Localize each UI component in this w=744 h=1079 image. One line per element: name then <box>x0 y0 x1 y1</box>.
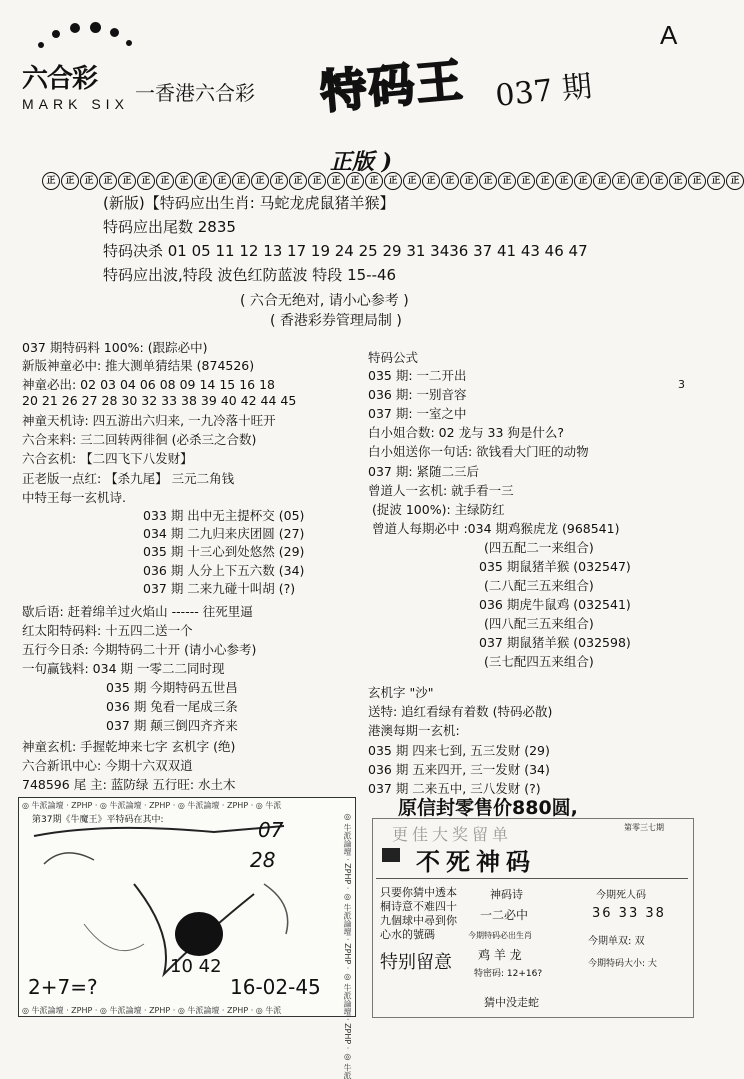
badge-icon: 正 <box>384 172 402 190</box>
badge-icon: 正 <box>726 172 744 190</box>
badge-icon: 正 <box>631 172 649 190</box>
badge-icon: 正 <box>707 172 725 190</box>
left-line: 红太阳特码料: 十五四二送一个 <box>22 623 193 638</box>
badge-icon: 正 <box>536 172 554 190</box>
badge-icon: 正 <box>555 172 573 190</box>
summary-line-3: 特码决杀 01 05 11 12 13 17 19 24 25 29 31 3436 37 41 43 46 47 <box>103 242 588 260</box>
promo-body: 九個球中尋到你 <box>380 914 457 927</box>
badge-icon: 正 <box>270 172 288 190</box>
right-line: 白小姐合数: 02 龙与 33 狗是什么? <box>368 425 565 440</box>
poem-row: 035 期 十三心到处悠然 (29) <box>143 544 305 559</box>
badge-icon: 正 <box>688 172 706 190</box>
left-line: 五行今日杀: 今期特码二十开 (请小心参考) <box>22 642 257 657</box>
issuer-note: ( 香港彩券管理局制 ) <box>270 313 402 329</box>
badge-icon: 正 <box>517 172 535 190</box>
watermark-strip-top: ◎ 牛派論壇 · ZPHP · ◎ 牛派論壇 · ZPHP · ◎ 牛派論壇 · ZPHP · ◎ 牛派 <box>22 801 282 810</box>
scan-number-1: 07 <box>258 818 284 842</box>
right-line: 035 期 四来七到, 五三发财 (29) <box>368 743 550 758</box>
poem-label: 神码诗 <box>490 888 523 901</box>
badge-icon: 正 <box>251 172 269 190</box>
badge-icon: 正 <box>42 172 60 190</box>
badge-icon: 正 <box>137 172 155 190</box>
corner-letter: A <box>660 20 678 50</box>
promo-tag: 第零三七期 <box>624 823 664 832</box>
left-line: 神童天机诗: 四五游出六归来, 一九冷落十旺开 <box>22 413 276 428</box>
promo-title: 不死神码 <box>416 848 536 876</box>
right-line: 037 期: 一室之中 <box>368 406 467 421</box>
right-line: 曾道人一玄机: 就手看一三 <box>368 483 514 498</box>
big-small: 今期特码大小: 大 <box>588 959 657 969</box>
promo-body: 心水的號碼 <box>380 928 435 941</box>
badge-icon: 正 <box>669 172 687 190</box>
right-line: 曾道人每期必中 :034 期鸡猴虎龙 (968541) <box>372 521 620 536</box>
poem-text: 一二必中 <box>480 908 529 922</box>
right-line: 港澳每期一玄机: <box>368 723 460 738</box>
badge-icon: 正 <box>175 172 193 190</box>
left-line: 一句赢钱料: 034 期 一零二二同时现 <box>22 661 225 676</box>
left-line: 035 期 今期特码五世昌 <box>106 680 238 695</box>
page-title: 特码王 <box>318 52 467 120</box>
badge-icon: 正 <box>574 172 592 190</box>
right-line: 035 期鼠猪羊猴 (032547) <box>479 559 631 574</box>
badge-icon: 正 <box>593 172 611 190</box>
badge-icon: 正 <box>327 172 345 190</box>
left-line: 036 期 兔看一尾成三条 <box>106 699 238 714</box>
badge-icon: 正 <box>441 172 459 190</box>
scan-caption: 第37期《牛魔王》平特码在其中: <box>32 815 164 825</box>
watermark-strip-bottom: ◎ 牛派論壇 · ZPHP · ◎ 牛派論壇 · ZPHP · ◎ 牛派論壇 · ZPHP · ◎ 牛派 <box>22 1006 282 1015</box>
badge-icon: 正 <box>118 172 136 190</box>
summary-line-1: (新版)【特码应出生肖: 马蛇龙虎鼠猪羊猴】 <box>103 194 395 212</box>
left-line: 六合新讯中心: 今期十六双双逍 <box>22 758 193 773</box>
right-line: (三七配四五来组合) <box>484 654 594 669</box>
right-line: 特码公式 <box>368 350 419 365</box>
logo-dots <box>30 20 140 60</box>
right-line: 送特: 追红看绿有着数 (特码必散) <box>368 704 553 719</box>
left-line: 六合来料: 三二回转两徘徊 (必杀三之合数) <box>22 432 257 447</box>
logo-chinese: 六合彩 <box>22 64 98 94</box>
disclaimer-note: ( 六合无绝对, 请小心参考 ) <box>240 293 409 309</box>
badge-icon: 正 <box>346 172 364 190</box>
poem-row: 037 期 二来九碰十叫胡 (?) <box>143 581 296 596</box>
poem-row: 034 期 二九归来庆团圆 (27) <box>143 526 305 541</box>
poem-row: 033 期 出中无主提杯交 (05) <box>143 508 305 523</box>
badge-icon: 正 <box>308 172 326 190</box>
left-line: 037 期特码料 100%: (跟踪必中) <box>22 340 208 355</box>
promo-body: 桐诗意不难四十 <box>380 900 457 913</box>
right-line: 玄机字 "沙" <box>368 685 434 700</box>
left-line: 748596 尾 主: 蓝防绿 五行旺: 水土木 <box>22 777 236 792</box>
badge-icon: 正 <box>650 172 668 190</box>
badge-icon: 正 <box>61 172 79 190</box>
logo-english: MARK SIX <box>22 96 129 112</box>
right-line: (捉波 100%): 主绿防红 <box>372 502 505 517</box>
right-line: (四五配二一来组合) <box>484 540 594 555</box>
header-subtitle: 一香港六合彩 <box>135 81 255 105</box>
right-line: 036 期 五来四开, 三一发财 (34) <box>368 762 550 777</box>
scan-number-4: 2+7=? <box>28 975 98 999</box>
right-line: 037 期: 紧随二三后 <box>368 464 480 479</box>
left-line: 歇后语: 赶着绵羊过火焰山 ------ 往死里逼 <box>22 604 253 619</box>
right-line: 037 期 二来五中, 三八发财 (?) <box>368 781 541 796</box>
badge-row <box>42 172 744 190</box>
badge-icon: 正 <box>422 172 440 190</box>
badge-icon: 正 <box>460 172 478 190</box>
badge-icon: 正 <box>365 172 383 190</box>
watermark-strip-right: ◎ 牛派論壇 · ZPHP · ◎ 牛派論壇 · ZPHP · ◎ 牛派論壇 · ZPHP · ◎ 牛派 <box>343 812 352 1079</box>
promo-body: 只要你猜中透本 <box>380 886 457 899</box>
price-line: 原信封零售价880圆, <box>398 797 578 819</box>
ink-blot <box>382 848 400 862</box>
badge-icon: 正 <box>498 172 516 190</box>
edition-label: 正版 ) <box>330 149 393 175</box>
badge-icon: 正 <box>232 172 250 190</box>
left-line: 20 21 26 27 28 30 32 33 38 39 40 42 44 45 <box>22 393 297 408</box>
left-line: 神童必出: 02 03 04 06 08 09 14 15 16 18 <box>22 377 276 392</box>
summary-line-2: 特码应出尾数 2835 <box>103 218 236 236</box>
scan-number-2: 28 <box>250 848 276 872</box>
badge-icon: 正 <box>612 172 630 190</box>
dead-number-label: 今期死人码 <box>596 890 646 901</box>
poem-row: 036 期 人分上下五六数 (34) <box>143 563 305 578</box>
right-line: 036 期虎牛鼠鸡 (032541) <box>479 597 631 612</box>
scan-number-3: 10 42 <box>170 956 222 977</box>
badge-icon: 正 <box>156 172 174 190</box>
left-line: 中特王每一玄机诗. <box>22 490 126 505</box>
left-line: 新版神童必中: 推大测单猜结果 (874526) <box>22 358 255 373</box>
promo-footer: 猜中没走蛇 <box>484 996 539 1009</box>
left-line: 神童玄机: 手握乾坤来七字 玄机字 (绝) <box>22 739 236 754</box>
right-line: (二八配三五来组合) <box>484 578 594 593</box>
left-line: 037 期 颠三倒四齐齐来 <box>106 718 238 733</box>
left-line: 六合玄机: 【二四飞下八发财】 <box>22 451 193 466</box>
right-line: 036 期: 一别音容 <box>368 387 467 402</box>
scan-number-5: 16-02-45 <box>230 975 321 999</box>
dead-numbers: 36 33 38 <box>592 906 666 921</box>
left-line: 正老版一点红: 【杀九尾】 三元二角钱 <box>22 471 235 486</box>
right-line: 白小姐送你一句话: 欲钱看大门旺的动物 <box>368 444 589 459</box>
badge-icon: 正 <box>194 172 212 190</box>
badge-icon: 正 <box>99 172 117 190</box>
badge-icon: 正 <box>213 172 231 190</box>
right-line: (四八配三五来组合) <box>484 616 594 631</box>
zodiac-label: 今期特码必出生肖 <box>468 931 532 940</box>
badge-icon: 正 <box>479 172 497 190</box>
badge-icon: 正 <box>289 172 307 190</box>
right-line: 037 期鼠猪羊猴 (032598) <box>479 635 631 650</box>
notice-label: 特别留意 <box>380 952 452 973</box>
odd-even: 今期单双: 双 <box>588 936 645 947</box>
zodiac-values: 鸡 羊 龙 <box>478 948 522 962</box>
promo-divider <box>376 878 688 879</box>
promo-faint-text: 更佳大奖留单 <box>392 825 513 844</box>
secret-code: 特密码: 12+16? <box>474 969 543 979</box>
badge-icon: 正 <box>403 172 421 190</box>
summary-line-4: 特码应出波,特段 波色红防蓝波 特段 15--46 <box>103 266 397 284</box>
issue-number: 037 期 <box>493 69 594 114</box>
margin-mark: 3 <box>678 378 685 391</box>
badge-icon: 正 <box>80 172 98 190</box>
right-line: 035 期: 一二开出 <box>368 368 467 383</box>
